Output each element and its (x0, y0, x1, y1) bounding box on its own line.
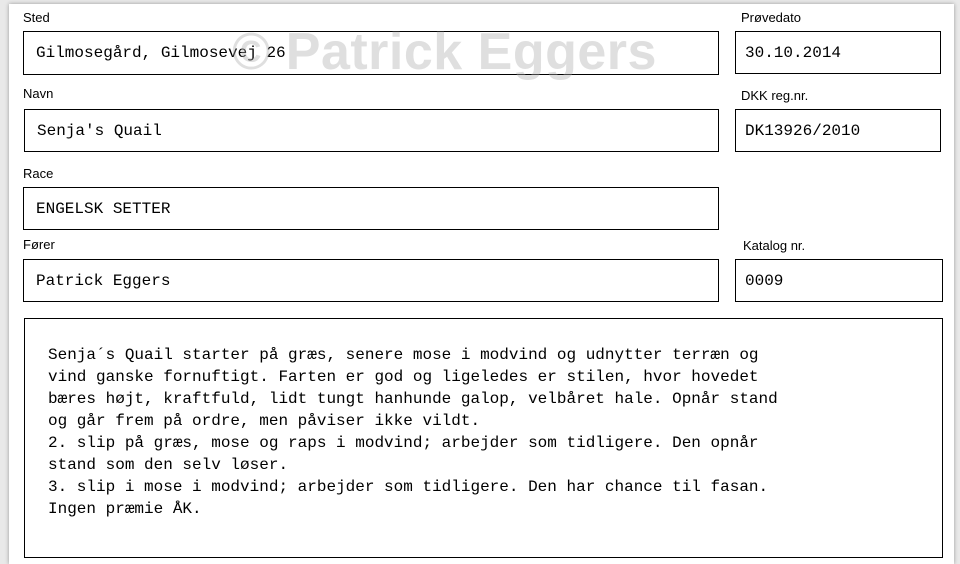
navn-value: Senja's Quail (37, 121, 162, 140)
provedato-value: 30.10.2014 (745, 43, 842, 62)
katalog-label: Katalog nr. (743, 238, 806, 253)
dkk-reg-value: DK13926/2010 (745, 121, 861, 140)
provedato-label: Prøvedato (741, 10, 801, 25)
forer-label: Fører (23, 237, 55, 252)
provedato-field (735, 31, 941, 74)
sted-value: Gilmosegård, Gilmosevej 26 (36, 44, 286, 62)
sted-label: Sted (23, 10, 50, 25)
navn-field (24, 109, 719, 152)
forer-value: Patrick Eggers (36, 271, 171, 290)
navn-label: Navn (23, 86, 54, 101)
katalog-value: 0009 (745, 271, 784, 290)
race-field (23, 187, 719, 230)
remarks-box (24, 318, 943, 558)
dkk-reg-field (735, 109, 941, 152)
dkk-reg-label: DKK reg.nr. (741, 88, 809, 103)
remarks-text: Senja´s Quail starter på græs, senere mose i modvind og udnytter terræn og vind ganske fornuftigt. Farten er god og ligeledes er stilen, hvor hovedet bæres højt, kraftfuld, lidt tungt hanhunde galop, velbåret hale. Opnår stand og går frem på ordre, men påviser ikke vildt. 2. slip på græs, mose og raps i modvind; arbejder som tidligere. Den opnår stand som den selv løser. 3. slip i mose i modvind; arbejder som tidligere. Den har chance til fasan. Ingen præmie ÅK. (48, 346, 778, 518)
race-value: ENGELSK SETTER (36, 199, 171, 218)
katalog-field (735, 259, 943, 302)
race-label: Race (23, 166, 54, 181)
sted-field (23, 31, 719, 75)
forer-field (23, 259, 719, 302)
copyright-watermark: © Patrick Eggers (232, 23, 657, 81)
